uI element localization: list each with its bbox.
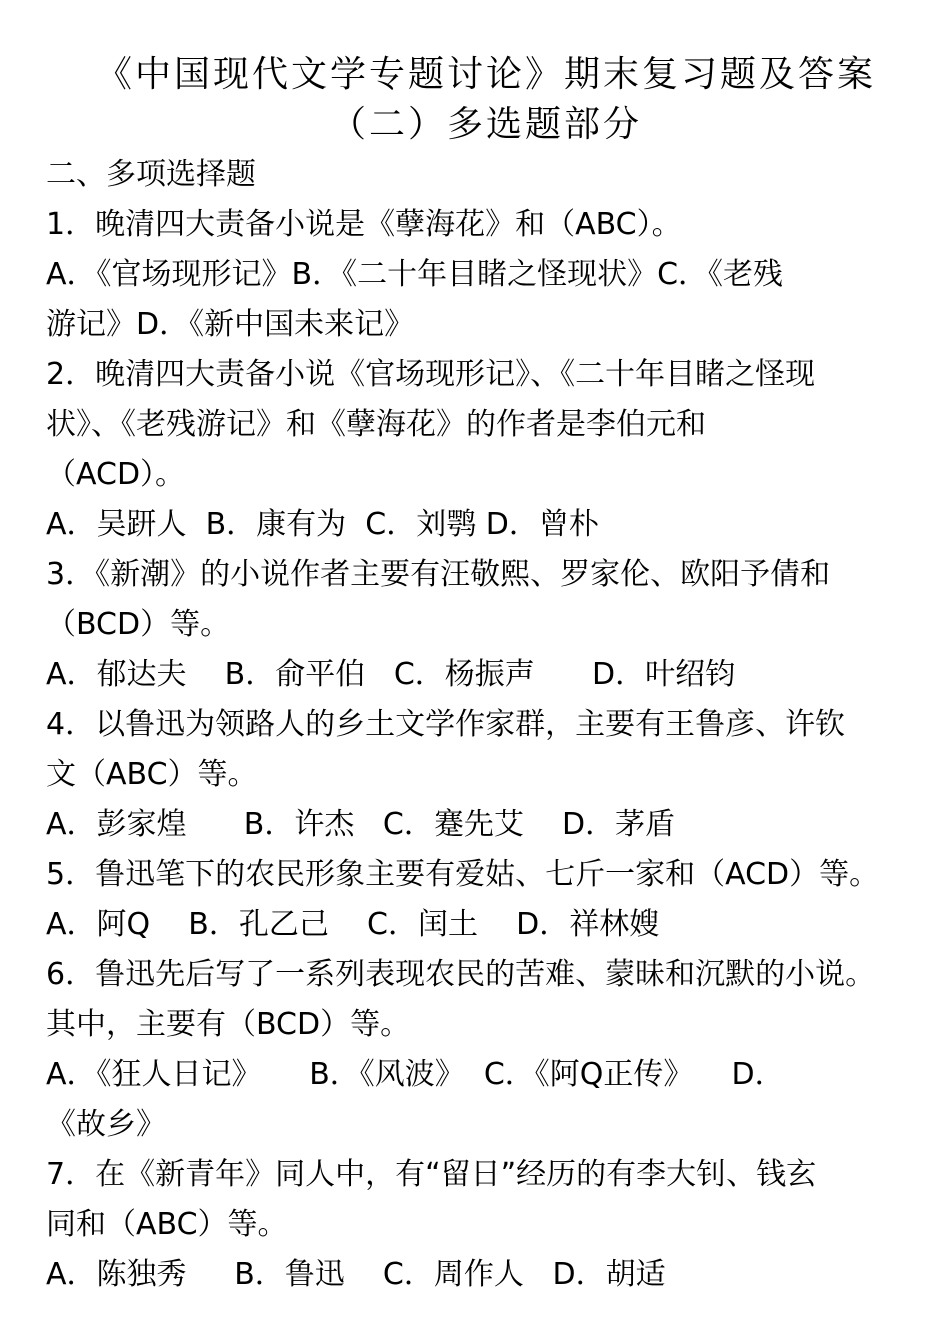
question-2: 2．晚清四大责备小说《官场现形记》、《二十年目睹之怪现: [46, 357, 816, 392]
question-5-options: A．阿Q B．孔乙己 C．闰土 D．祥林嫂: [46, 907, 660, 942]
question-3-answer: （BCD）等。: [46, 607, 231, 642]
question-1: 1．晚清四大责备小说是《孽海花》和（ABC）。: [46, 207, 682, 242]
question-6: 6．鲁迅先后写了一系列表现农民的苦难、蒙昧和沉默的小说。: [46, 957, 876, 992]
document-body: [46, 150, 926, 1300]
question-1-options-cont: 游记》D．《新中国未来记》: [46, 307, 415, 342]
question-5: 5．鲁迅笔下的农民形象主要有爱姑、七斤一家和（ACD）等。: [46, 857, 880, 892]
question-3-options: A．郁达夫 B．俞平伯 C．杨振声 D．叶绍钧: [46, 657, 736, 692]
question-6-answer: 其中，主要有（BCD）等。: [46, 1007, 411, 1042]
section-heading: 二、多项选择题: [46, 157, 256, 192]
document-title-line-2: （二）多选题部分: [329, 104, 642, 145]
question-2-options: A．吴趼人 B．康有为 C．刘鹗 D．曾朴: [46, 507, 599, 542]
question-7-answer: 同和（ABC）等。: [46, 1207, 288, 1242]
document-page: [46, 50, 926, 1300]
question-2-answer: （ACD）。: [46, 457, 186, 492]
question-6-options-cont: 《故乡》: [46, 1107, 166, 1142]
question-6-options: A．《狂人日记》 B．《风波》 C．《阿Q正传》 D．: [46, 1057, 785, 1092]
document-title-line-1: 《中国现代文学专题讨论》期末复习题及答案: [95, 54, 876, 95]
question-7-options: A．陈独秀 B．鲁迅 C．周作人 D．胡适: [46, 1257, 666, 1292]
question-4-options: A．彭家煌 B．许杰 C．蹇先艾 D．茅盾: [46, 807, 676, 842]
question-1-options: A．《官场现形记》B．《二十年目睹之怪现状》C．《老残: [46, 257, 784, 292]
question-3: 3．《新潮》的小说作者主要有汪敬熙、罗家伦、欧阳予倩和: [46, 557, 831, 592]
question-4: 4．以鲁迅为领路人的乡土文学作家群，主要有王鲁彦、许钦: [46, 707, 846, 742]
question-7: 7．在《新青年》同人中，有“留日”经历的有李大钊、钱玄: [46, 1157, 817, 1192]
question-4-answer: 文（ABC）等。: [46, 757, 258, 792]
question-2-cont: 状》、《老残游记》和《孽海花》的作者是李伯元和: [46, 407, 706, 442]
